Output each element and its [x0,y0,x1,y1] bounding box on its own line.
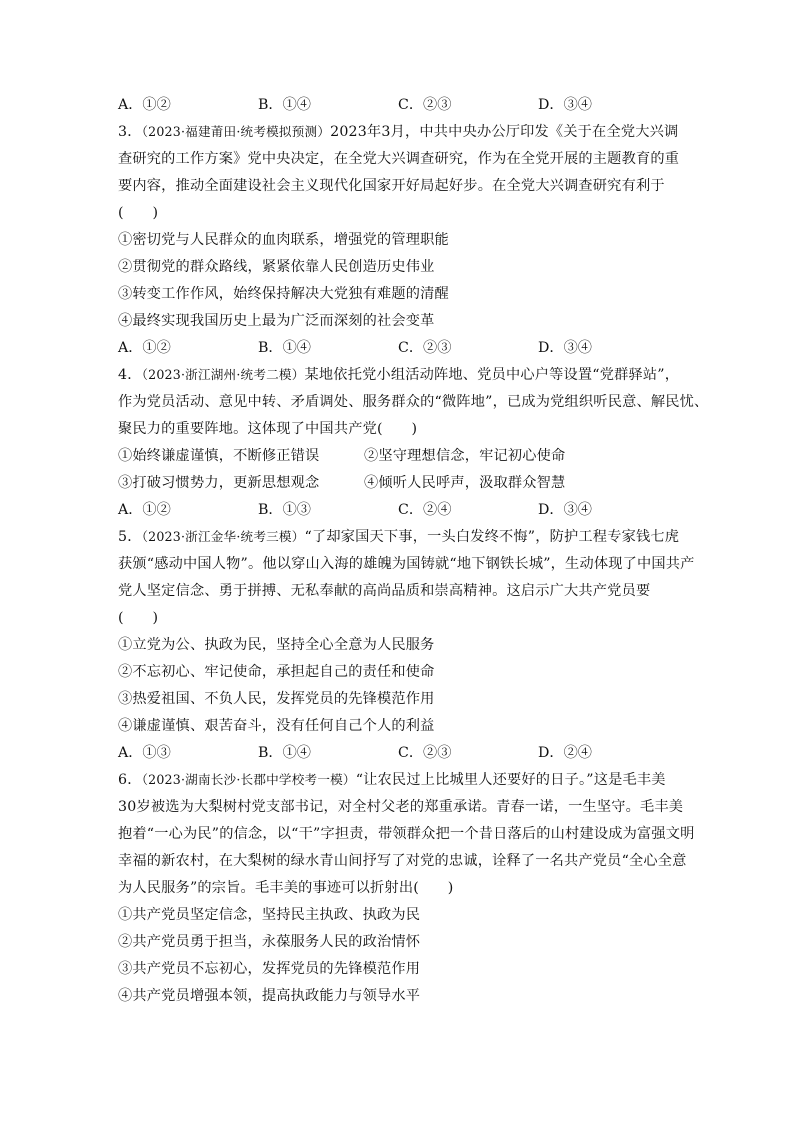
statement-2: ②贯彻党的群众路线，紧紧依靠人民创造历史伟业 [118,259,435,275]
option-d: D．③④ [538,340,592,356]
option-d: D．②④ [538,745,592,761]
statement-2: ②不忘初心、牢记使命，承担起自己的责任和使命 [118,664,435,680]
question-number: 3． [118,124,142,140]
question-3-line-2: 查研究的工作方案》党中央决定，在全党大兴调查研究，作为在全党开展的主题教育的重 [118,151,680,167]
question-6-line-1 [118,770,666,790]
option-b: B．①④ [258,745,311,761]
statement-3: ③热爱祖国、不负人民，发挥党员的先锋模范作用 [118,691,435,707]
statement-3: ③共产党员不忘初心，发挥党员的先锋模范作用 [118,961,421,977]
statement-4: ④倾听人民呼声，汲取群众智慧 [364,475,566,491]
answer-blank: ( ) [118,610,159,626]
question-5-line-3: 党人坚定信念、勇于拼搏、无私奉献的高尚品质和崇高精神。这启示广大共产党员要 [118,583,651,599]
question-4-line-1 [118,365,679,385]
question-6-line-4: 幸福的新农村，在大梨树的绿水青山间抒写了对党的忠诚，诠释了一名共产党员“全心全意 [118,853,687,869]
option-a: A．①② [118,502,171,518]
option-a: A．①② [118,97,171,113]
question-source: （2023·浙江金华·统考三模） [141,529,305,544]
statement-4: ④共产党员增强本领，提高执政能力与领导水平 [118,988,421,1004]
statement-4: ④谦虚谨慎、艰苦奋斗，没有任何自己个人的利益 [118,718,435,734]
question-number: 6． [118,772,142,788]
answer-blank: ( ) [118,205,159,221]
statement-3: ③转变工作作风，始终保持解决大党独有难题的清醒 [118,286,449,302]
question-text: “让农民过上比城里人还要好的日子。”这是毛丰美 [355,772,666,788]
question-4-line-2: 作为党员活动、意见中转、矛盾调处、服务群众的“微阵地”，已成为党组织听民意、解民忧、 [118,394,709,410]
statement-1: ①始终谦虚谨慎，不断修正错误 [118,448,320,464]
question-4-line-3: 聚民力的重要阵地。这体现了中国共产党( ) [118,421,418,437]
statement-3: ③打破习惯势力，更新思想观念 [118,475,320,491]
option-a: A．①② [118,340,171,356]
statement-2: ②共产党员勇于担当，永葆服务人民的政治情怀 [118,934,421,950]
statement-1: ①立党为公、执政为民，坚持全心全意为人民服务 [118,637,435,653]
question-text: “了却家国天下事，一头白发终不悔”，防护工程专家钱七虎 [304,529,680,545]
option-c: C．②③ [398,745,452,761]
question-3-line-1 [118,122,678,142]
question-number: 5． [118,529,142,545]
question-6-line-2: 30岁被选为大梨树村党支部书记，对全村父老的郑重承诺。青春一诺，一生坚守。毛丰美 [118,799,684,815]
option-c: C．②③ [398,340,452,356]
question-6-line-3: 抱着“一心为民”的信念，以“干”字担责，带领群众把一个昔日落后的山村建设成为富强文明 [118,826,695,842]
option-b: B．①④ [258,340,311,356]
statement-4: ④最终实现我国历史上最为广泛而深刻的社会变革 [118,313,435,329]
question-number: 4． [118,367,142,383]
statement-1: ①共产党员坚定信念，坚持民主执政、执政为民 [118,907,421,923]
question-text: 2023年3月，中共中央办公厅印发《关于在全党大兴调 [330,124,679,140]
option-b: B．①③ [258,502,311,518]
option-c: C．②③ [398,97,452,113]
statement-1: ①密切党与人民群众的血肉联系，增强党的管理职能 [118,232,449,248]
question-3-line-3: 要内容，推动全面建设社会主义现代化国家开好局起好步。在全党大兴调查研究有利于 [118,178,665,194]
option-d: D．③④ [538,97,592,113]
option-b: B．①④ [258,97,311,113]
statement-2: ②坚守理想信念，牢记初心使命 [364,448,566,464]
option-d: D．③④ [538,502,592,518]
option-a: A．①③ [118,745,171,761]
question-text: 某地依托党小组活动阵地、党员中心户等设置“党群驿站”， [304,367,680,383]
question-5-line-1 [118,527,679,547]
question-5-line-2: 获颁“感动中国人物”。他以穿山入海的雄魄为国铸就“地下钢铁长城”，生动体现了中国共产 [118,556,695,572]
question-source: （2023·浙江湖州·统考二模） [141,367,305,382]
question-6-line-5: 为人民服务”的宗旨。毛丰美的事迹可以折射出( ) [118,880,454,896]
option-c: C．②④ [398,502,452,518]
question-source: （2023·福建莆田·统考模拟预测） [141,124,331,139]
question-source: （2023·湖南长沙·长郡中学校考一模） [141,772,356,787]
